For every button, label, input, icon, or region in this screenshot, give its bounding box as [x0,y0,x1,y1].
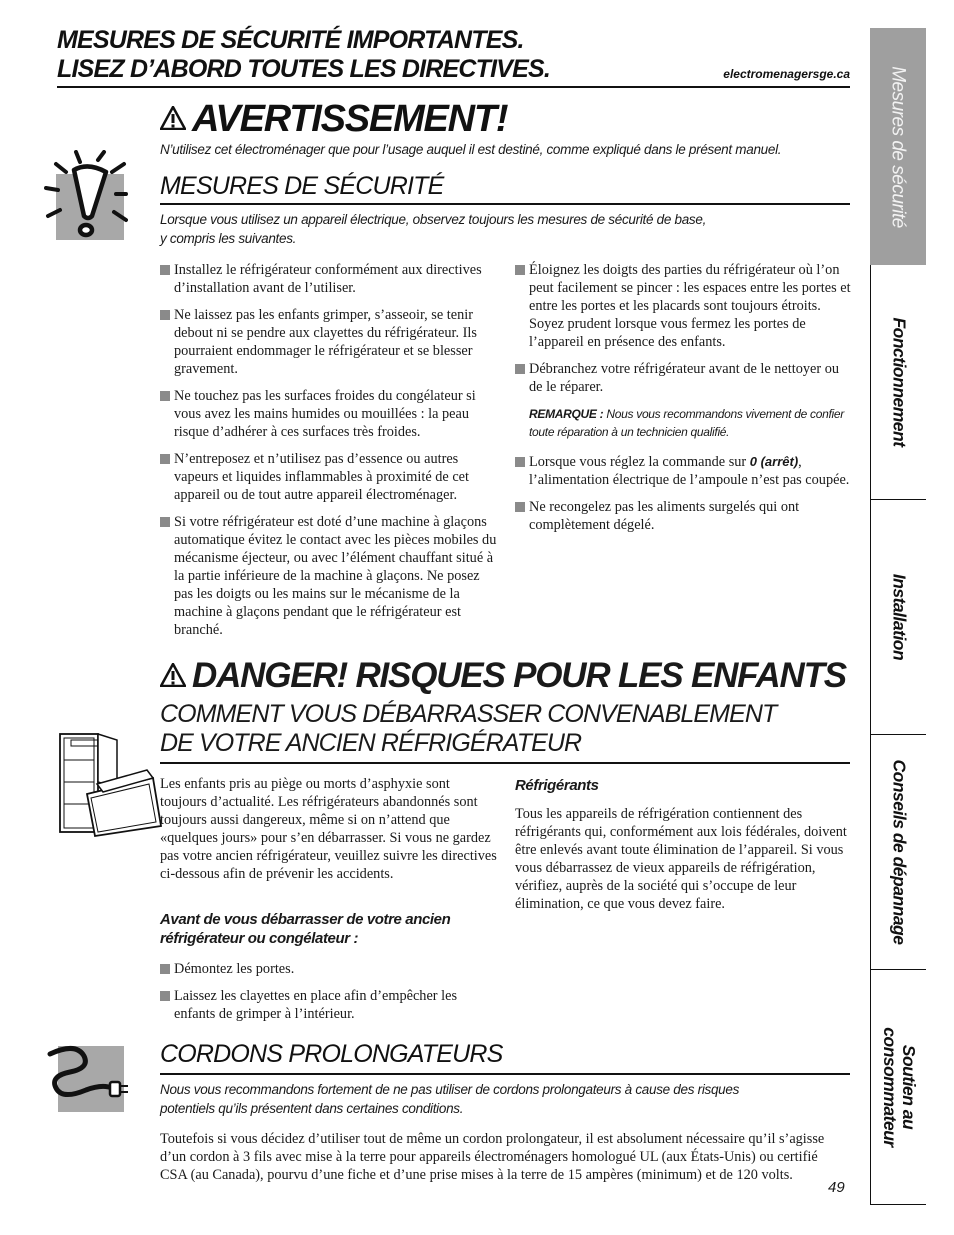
before-disposal-heading [160,910,500,948]
danger-intro: Les enfants pris au piège ou morts d’asphyxie sont toujours d’actualité. Les réfrigérateurs abandonnés sont toujours aussi dangereux, même si on n’attend que «quelques jours» pour s’en débarrasser. Si vous ne gardez pas votre ancien réfrigérateur, veuillez suivre les directives ci-dessous afin de prévenir les accidents. [160,776,497,882]
warning-triangle-icon [160,663,186,687]
list-item: Ne laissez pas les enfants grimper, s’asseoir, se tenir debout ni se pendre aux clayettes du réfrigérateur. Ils pourraient endommager le réfrigérateur et se blesser gravement. [160,306,500,378]
tab-consumer-support[interactable] [870,970,926,1205]
safety-intro-line1: Lorsque vous utilisez un appareil électrique, observez toujours les mesures de sécurité de base, [160,212,707,227]
safety-heading: MESURES DE SÉCURITÉ [160,172,444,200]
warning-triangle-icon [160,106,186,130]
list-item: Ne recongelez pas les aliments surgelés qui ont complètement dégelé. [515,498,855,534]
header-title-line2: LISEZ D’ABORD TOUTES LES DIRECTIVES. [57,55,551,83]
list-item: Si votre réfrigérateur est doté d’une machine à glaçons automatique évitez le contact avec les pièces mobiles du mécanisme éjecteur, ou avec l’élément chauffant situé à la partie inférieure de la machine à glaçons. Ne posez pas les doigts ou les mains sur le mécanisme de la machine à glaçons pendant que le réfrigérateur est branché. [160,513,500,639]
list-item: Débranchez votre réfrigérateur avant de le nettoyer ou de le réparer. [515,360,855,396]
list-item [515,453,855,489]
safety-intro-line2: y compris les suivantes. [160,231,297,246]
repair-note [515,405,855,441]
list-item: Installez le réfrigérateur conformément aux directives d’installation avant de l’utiliser. [160,261,500,297]
safety-intro [160,210,706,248]
warning-subtitle: N’utilisez cet électroménager que pour l’usage auquel il est destiné, comme expliqué dans le présent manuel. [160,142,782,157]
note-label: REMARQUE : [529,407,604,421]
warning-heading [160,98,507,141]
danger-title: DANGER! RISQUES POUR LES ENFANTS [192,656,846,695]
tab-label-line2: consommateur [879,1027,900,1147]
cords-body: Toutefois si vous décidez d’utiliser tout de même un cordon prolongateur, il est absolument nécessaire qu’il s’agisse d’un cordon à 3 fils avec mise à la terre pour appareils électroménagers homologué UL (aux États-Unis) ou certifié CSA (au Canada), pourvu d’une fiche et d’une prise mises à la terre de 15 ampères (minimum) et de 120 volts. [160,1131,825,1183]
list-item: Démontez les portes. [160,960,490,978]
item-off-prefix: Lorsque vous réglez la commande sur [529,454,747,470]
header-title-line1: MESURES DE SÉCURITÉ IMPORTANTES. [57,26,524,54]
refrigerants-heading: Réfrigérants [515,777,599,794]
item-off-suffix: , l’alimentation électrique de l’ampoule n’est pas coupée. [529,454,850,488]
cords-intro-line2: potentiels qu’ils présentent dans certaines conditions. [160,1101,464,1116]
off-setting-label: 0 (arrêt) [749,454,799,469]
tab-safety[interactable] [870,28,926,265]
website-link[interactable]: electromenagersge.ca [723,67,850,81]
refrigerator-door-icon [57,730,169,838]
header-divider [57,86,850,88]
danger-subtitle-line1: COMMENT VOUS DÉBARRASSER CONVENABLEMENT [160,700,777,728]
safety-right-column [515,261,855,543]
tab-troubleshooting[interactable] [870,735,926,970]
cords-divider [160,1073,850,1075]
danger-divider [160,762,850,764]
tab-label-line1: Soutien au [898,1044,919,1130]
tab-operation[interactable] [870,265,926,500]
cords-intro [160,1080,739,1118]
tab-label: Fonctionnement [889,317,909,447]
note-text: Nous vous recommandons vivement de confier toute réparation à un technicien qualifié. [529,407,844,439]
list-item: Éloignez les doigts des parties du réfrigérateur où l’on peut facilement se pincer : les espaces entre les portes et entre les portes et les placards sont toujours étroits. Soyez prudent lorsque vous fermez les portes de l’appareil en présence des enfants. [515,261,855,351]
before-disposal-list [160,960,490,1032]
page-number: 49 [828,1179,845,1196]
danger-subtitle [160,700,776,758]
tab-installation[interactable] [870,500,926,735]
tab-label: Installation [889,573,909,661]
danger-subtitle-line2: DE VOTRE ANCIEN RÉFRIGÉRATEUR [160,729,582,757]
tab-label [880,1027,918,1146]
danger-heading [160,656,846,696]
page-header-title [57,26,777,84]
tab-label: Mesures de sécurité [887,65,909,228]
list-item: Laissez les clayettes en place afin d’empêcher les enfants de grimper à l’intérieur. [160,987,490,1023]
refrigerants-text: Tous les appareils de réfrigération contiennent des réfrigérants qui, conformément aux lois fédérales, doivent être enlevés avant toute élimination de l’appareil. Si vous vous débarrassez de vieux appareils de réfrigération, vérifiez, auprès de la société qui s’occupe de leur élimination, ce que vous devez faire. [515,806,847,912]
cords-intro-line1: Nous vous recommandons fortement de ne pas utiliser de cordons prolongateurs à cause des risques [160,1082,740,1097]
before-heading-line1: Avant de vous débarrasser de votre ancien [160,911,451,928]
warning-title: AVERTISSEMENT! [192,98,508,140]
safety-divider [160,203,850,205]
list-item: N’entreposez et n’utilisez pas d’essence ou autres vapeurs et liquides inflammables à proximité de cet appareil ou de tout autre appareil électroménager. [160,450,500,504]
exclamation-burst-icon [44,150,128,242]
extension-cord-icon [46,1044,130,1114]
tab-label: Conseils de dépannage [889,759,909,945]
list-item: Ne touchez pas les surfaces froides du congélateur si vous avez les mains humides ou mouillées : la peau risque d’adhérer à ces surfaces très froides. [160,387,500,441]
section-tabs [870,28,926,1205]
cords-heading: CORDONS PROLONGATEURS [160,1040,503,1068]
safety-left-column [160,261,500,648]
before-heading-line2: réfrigérateur ou congélateur : [160,930,359,947]
